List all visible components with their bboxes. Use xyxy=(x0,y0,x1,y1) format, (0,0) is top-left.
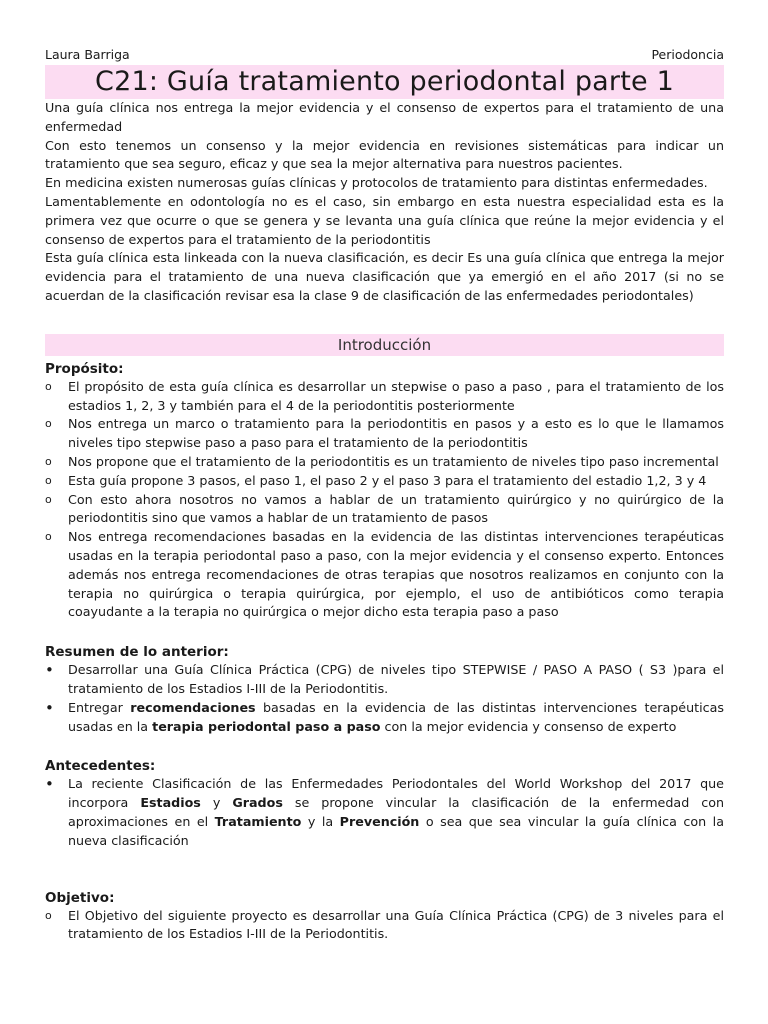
intro-paragraph: Esta guía clínica esta linkeada con la nueva clasificación, es decir Es una guía clínica que entrega la mejor evidencia para el tratamiento de una nueva clasificación que ya emergió en el año 2017 (si no se acuerdan de la clasificación revisar esa la clase 9 de clasificación de las enfermedades periodontales) xyxy=(45,250,724,303)
circle-bullet-icon: o xyxy=(45,473,52,487)
circle-bullet-icon: o xyxy=(45,379,52,393)
subject-name: Periodoncia xyxy=(651,47,724,62)
circle-bullet-icon: o xyxy=(45,417,52,431)
bold-term: recomendaciones xyxy=(130,699,256,715)
list-item xyxy=(45,699,724,737)
text-run: y xyxy=(200,795,233,811)
bold-term: Tratamiento xyxy=(214,813,302,829)
list-item-text: Esta guía propone 3 pasos, el paso 1, el paso 2 y el paso 3 para el tratamiento del estadio 1,2, 3 y 4 xyxy=(68,472,707,488)
list-item-text: Nos propone que el tratamiento de la periodontitis es un tratamiento de niveles tipo paso incremental xyxy=(68,453,719,469)
bold-term: Grados xyxy=(232,795,283,811)
bullet-icon: • xyxy=(45,775,54,794)
bold-term: Prevención xyxy=(339,813,420,829)
circle-bullet-icon: o xyxy=(45,530,52,544)
list-item xyxy=(45,528,724,622)
page-header xyxy=(45,46,724,63)
list-item-text: Desarrollar una Guía Clínica Práctica (CPG) de niveles tipo STEPWISE / PASO A PASO ( S3 )para el tratamiento de los Estadios I-III de la Periodontitis. xyxy=(68,662,724,696)
antecedentes-list xyxy=(45,775,724,850)
document-title: C21: Guía tratamiento periodontal parte 1 xyxy=(45,65,724,99)
intro-paragraph: En medicina existen numerosas guías clínicas y protocolos de tratamiento para distintas enfermedades. xyxy=(45,175,708,191)
text-run: y la xyxy=(301,813,340,829)
document-page xyxy=(45,46,724,944)
proposito-heading: Propósito: xyxy=(45,360,124,377)
list-item-text: Nos entrega recomendaciones basadas en la evidencia de las distintas intervenciones terapéuticas usadas en la terapia periodontal paso a paso, con la mejor evidencia y el consenso experto. Entonces además nos entrega recomendaciones de otras terapias que nosotros realizamos en conjunto con la terapia no quirúrgica o terapia quirúrgica, por ejemplo, el uso de antibióticos como terapia coayudante a la terapia no quirúrgica o mejor dicho esta terapia paso a paso xyxy=(68,529,724,620)
circle-bullet-icon: o xyxy=(45,454,52,468)
list-item-text: Nos entrega un marco o tratamiento para la periodontitis en pasos y a esto es lo que le llamamos niveles tipo stepwise paso a paso para el tratamiento de la periodontitis xyxy=(68,416,724,451)
bold-term: terapia periodontal paso a paso xyxy=(152,718,381,734)
bullet-icon: • xyxy=(45,698,54,717)
text-run: o sea que sea vincular la guía clínica con la nueva clasificación xyxy=(68,813,724,848)
list-item xyxy=(45,378,724,416)
objetivo-list xyxy=(45,907,724,945)
circle-bullet-icon: o xyxy=(45,908,52,922)
author-name: Laura Barriga xyxy=(45,47,130,62)
list-item-text: El propósito de esta guía clínica es desarrollar un stepwise o paso a paso , para el tratamiento de los estadios 1, 2, 3 y también para el 4 de la periodontitis posteriormente xyxy=(68,378,724,413)
intro-paragraph: Con esto tenemos un consenso y la mejor evidencia en revisiones sistemáticas para indicar un tratamiento que sea seguro, eficaz y que sea la mejor alternativa para nuestros pacientes. xyxy=(45,137,724,172)
antecedentes-heading: Antecedentes: xyxy=(45,758,156,775)
intro-text xyxy=(45,99,724,306)
list-item xyxy=(45,453,724,472)
list-item-text: El Objetivo del siguiente proyecto es desarrollar una Guía Clínica Práctica (CPG) de 3 niveles para el tratamiento de los Estadios I-III de la Periodontitis. xyxy=(68,907,724,942)
resumen-list xyxy=(45,661,724,736)
circle-bullet-icon: o xyxy=(45,492,52,506)
section-heading-introduccion: Introducción xyxy=(45,334,724,356)
bold-term: Estadios xyxy=(140,795,201,811)
list-item xyxy=(45,491,724,529)
list-item xyxy=(45,775,724,850)
resumen-heading: Resumen de lo anterior: xyxy=(45,644,229,661)
list-item xyxy=(45,907,724,945)
list-item xyxy=(45,661,724,699)
intro-paragraph: Lamentablemente en odontología no es el caso, sin embargo en esta nuestra especialidad esta es la primera vez que ocurre o que se genera y se levanta una guía clínica que reúne la mejor evidencia y el consenso de expertos para el tratamiento de la periodontitis xyxy=(45,193,724,247)
text-run: con la mejor evidencia y consenso de experto xyxy=(380,718,677,734)
list-item xyxy=(45,472,724,491)
list-item-text: Con esto ahora nosotros no vamos a hablar de un tratamiento quirúrgico y no quirúrgico de la periodontitis sino que vamos a hablar de un tratamiento de pasos xyxy=(68,491,724,526)
proposito-list xyxy=(45,378,724,622)
text-run: Entregar xyxy=(68,699,131,715)
bullet-icon: • xyxy=(45,661,54,680)
objetivo-heading: Objetivo: xyxy=(45,889,115,906)
list-item xyxy=(45,415,724,453)
intro-paragraph: Una guía clínica nos entrega la mejor evidencia y el consenso de expertos para el tratamiento de una enfermedad xyxy=(45,100,724,134)
text-run: se propone vincular la clasificación de la enfermedad con aproximaciones en el xyxy=(68,795,724,829)
text-run: La reciente Clasificación de las Enfermedades Periodontales del World Workshop del 2017 que incorpora xyxy=(68,776,724,811)
text-run: basadas en la evidencia de las distintas intervenciones terapéuticas usadas en la xyxy=(68,699,724,734)
